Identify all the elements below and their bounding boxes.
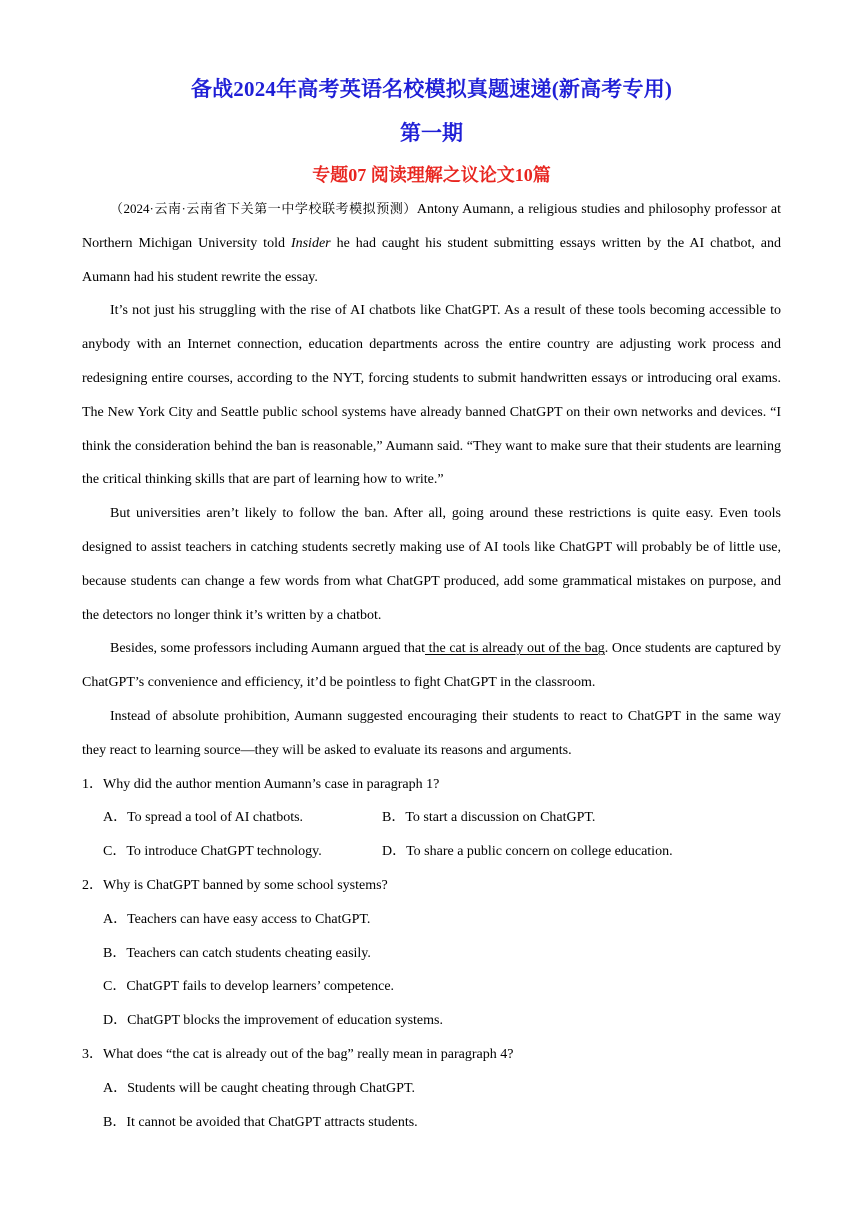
option-b: B．To start a discussion on ChatGPT. <box>382 810 596 826</box>
question-list <box>82 768 781 1140</box>
option-d: D．To share a public concern on college education. <box>382 844 673 860</box>
document-page <box>82 72 781 1139</box>
passage-paragraph-5: Instead of absolute prohibition, Aumann suggested encouraging their students to react to ChatGPT in the same way they react to learning source—they will be asked to evaluate its reasons and arguments. <box>82 708 781 758</box>
topic-heading: 专题07 阅读理解之议论文10篇 <box>312 165 551 185</box>
option-a: A．To spread a tool of AI chatbots. <box>103 810 304 826</box>
question-number: 1． <box>82 776 103 792</box>
option-a: A．Students will be caught cheating through ChatGPT. <box>103 1080 415 1096</box>
option-b: B．It cannot be avoided that ChatGPT attracts students. <box>103 1114 418 1130</box>
question-stem: 2．Why is ChatGPT banned by some school systems? <box>82 869 781 903</box>
italic-publication-name: Insider <box>290 235 331 251</box>
option-row <box>82 801 781 835</box>
option-a: A．Teachers can have easy access to ChatGPT. <box>103 911 371 927</box>
question-stem: 3．What does “the cat is already out of the bag” really mean in paragraph 4? <box>82 1038 781 1072</box>
passage-paragraph-2: It’s not just his struggling with the rise of AI chatbots like ChatGPT. As a result of these tools becoming accessible to anybody with an Internet connection, education departments across the entire country are adjusting work process and redesigning entire courses, according to the NYT, forcing students to submit handwritten essays or introducing oral exams. The New York City and Seattle public school systems have already banned ChatGPT on their own networks and devices. “I think the consideration behind the ban is reasonable,” Aumann said. “They want to make sure that their students are learning the critical thinking skills that are part of learning how to write.” <box>82 303 781 488</box>
question-3 <box>82 1038 781 1139</box>
issue-label: 第一期 <box>400 121 463 145</box>
question-number: 3． <box>82 1046 103 1062</box>
question-stem: 1．Why did the author mention Aumann’s case in paragraph 1? <box>82 768 781 802</box>
passage-paragraph-4: Besides, some professors including Aumann argued that the cat is already out of the bag. Once students are captured by ChatGPT’s convenience and efficiency, it’d be pointless to fight ChatGPT in the classroom. <box>82 641 781 691</box>
option-c: C．ChatGPT fails to develop learners’ competence. <box>103 979 395 995</box>
option-row <box>82 835 781 869</box>
reading-passage <box>82 192 781 768</box>
option-b: B．Teachers can catch students cheating easily. <box>103 945 371 961</box>
question-2 <box>82 869 781 1038</box>
passage-paragraph-3: But universities aren’t likely to follow the ban. After all, going around these restrictions is quite easy. Even tools designed to assist teachers in catching students secretly making use of AI tools like ChatGPT will probably be of little use, because students can change a few words from what ChatGPT produced, add some grammatical mistakes on purpose, and the detectors no longer think it’s written by a chatbot. <box>82 506 781 623</box>
passage-paragraph-1: （2024·云南·云南省下关第一中学校联考模拟预测）Antony Aumann, a religious studies and philosophy professor at Northern Michigan University told Insider he had caught his student submitting essays written by the AI chatbot, and Aumann had his student rewrite the essay. <box>82 201 782 285</box>
option-c: C．To introduce ChatGPT technology. <box>103 844 322 860</box>
question-number: 2． <box>82 877 103 893</box>
question-1 <box>82 768 781 869</box>
underlined-phrase: the cat is already out of the bag <box>424 641 605 657</box>
option-d: D．ChatGPT blocks the improvement of education systems. <box>103 1013 443 1029</box>
source-citation: （2024·云南·云南省下关第一中学校联考模拟预测） <box>110 201 417 216</box>
document-title: 备战2024年高考英语名校模拟真题速递(新高考专用) <box>190 77 673 101</box>
